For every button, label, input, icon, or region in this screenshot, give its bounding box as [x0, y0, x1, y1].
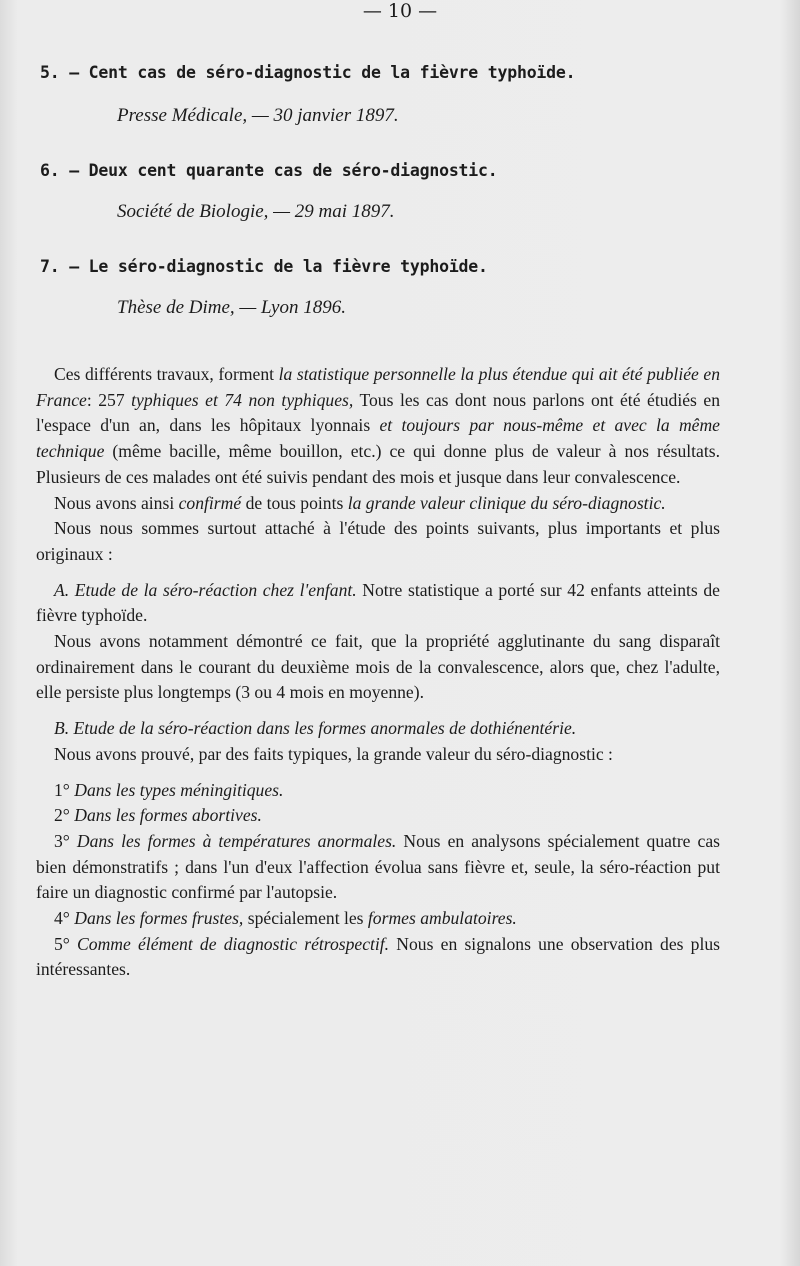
page-number: — 10 — [362, 0, 438, 22]
reference-title-5: 5. — Cent cas de séro-diagnostic de la fièvre typhoïde. [40, 63, 576, 82]
paragraph-points: Nous nous sommes surtout attaché à l'étude des points suivants, plus importants et plus originaux : [36, 518, 720, 564]
reference-source-6: Société de Biologie, — 29 mai 1897. [117, 201, 395, 222]
reference-source-5: Presse Médicale, — 30 janvier 1897. [117, 105, 399, 126]
list-item-5: 5° Comme élément de diagnostic rétrospectif. Nous en signalons une observation des plus intéressantes. [36, 933, 721, 980]
list-item-1: 1° Dans les types méningitiques. [54, 779, 284, 800]
body-text [36, 362, 720, 983]
reference-source-7: Thèse de Dime, — Lyon 1896. [117, 297, 346, 318]
reference-title-6: 6. — Deux cent quarante cas de séro-diagnostic. [40, 161, 498, 180]
paragraph-agglutinante: Nous avons notamment démontré ce fait, que la propriété agglutinante du sang disparaît ordinairement dans le courant du deuxième mois de la convalescence, alors que, chez l'adulte, elle persiste plus longtemps (3 ou 4 mois en moyenne). [36, 631, 720, 703]
list-item-4: 4° Dans les formes frustes, spécialement les formes ambulatoires. [54, 908, 517, 929]
section-a: A. Etude de la séro-réaction chez l'enfant. Notre statistique a porté sur 42 enfants atteints de fièvre typhoïde. [36, 579, 720, 626]
reference-title-7: 7. — Le séro-diagnostic de la fièvre typhoïde. [40, 257, 488, 276]
list-item-2: 2° Dans les formes abortives. [54, 805, 262, 826]
paragraph-prouve: Nous avons prouvé, par des faits typiques, la grande valeur du séro-diagnostic : [54, 743, 613, 764]
list-item-3: 3° Dans les formes à températures anormales. Nous en analysons spécialement quatre cas bien démonstratifs ; dans l'un d'eux l'affection évolua sans fièvre et, seule, la séro-réaction put faire un diagnostic confirmé par l'autopsie. [36, 830, 720, 903]
section-b-heading: B. Etude de la séro-réaction dans les formes anormales de dothiénentérie. [54, 718, 577, 739]
paragraph-confirme: Nous avons ainsi confirmé de tous points la grande valeur clinique du séro-diagnostic. [54, 492, 666, 513]
paragraph-travaux: Ces différents travaux, forment la statistique personnelle la plus étendue qui ait été publiée en France: 257 typhiques et 74 non typhiques, Tous les cas dont nous parlons ont été étudiés en l'espace d'un an, dans les hôpitaux lyonnais et toujours par nous-même et avec la même technique (même bacille, même bouillon, etc.) ce qui donne plus de valeur à nos résultats. Plusieurs de ces malades ont été suivis pendant des mois et jusque dans leur convalescence. [36, 364, 721, 487]
